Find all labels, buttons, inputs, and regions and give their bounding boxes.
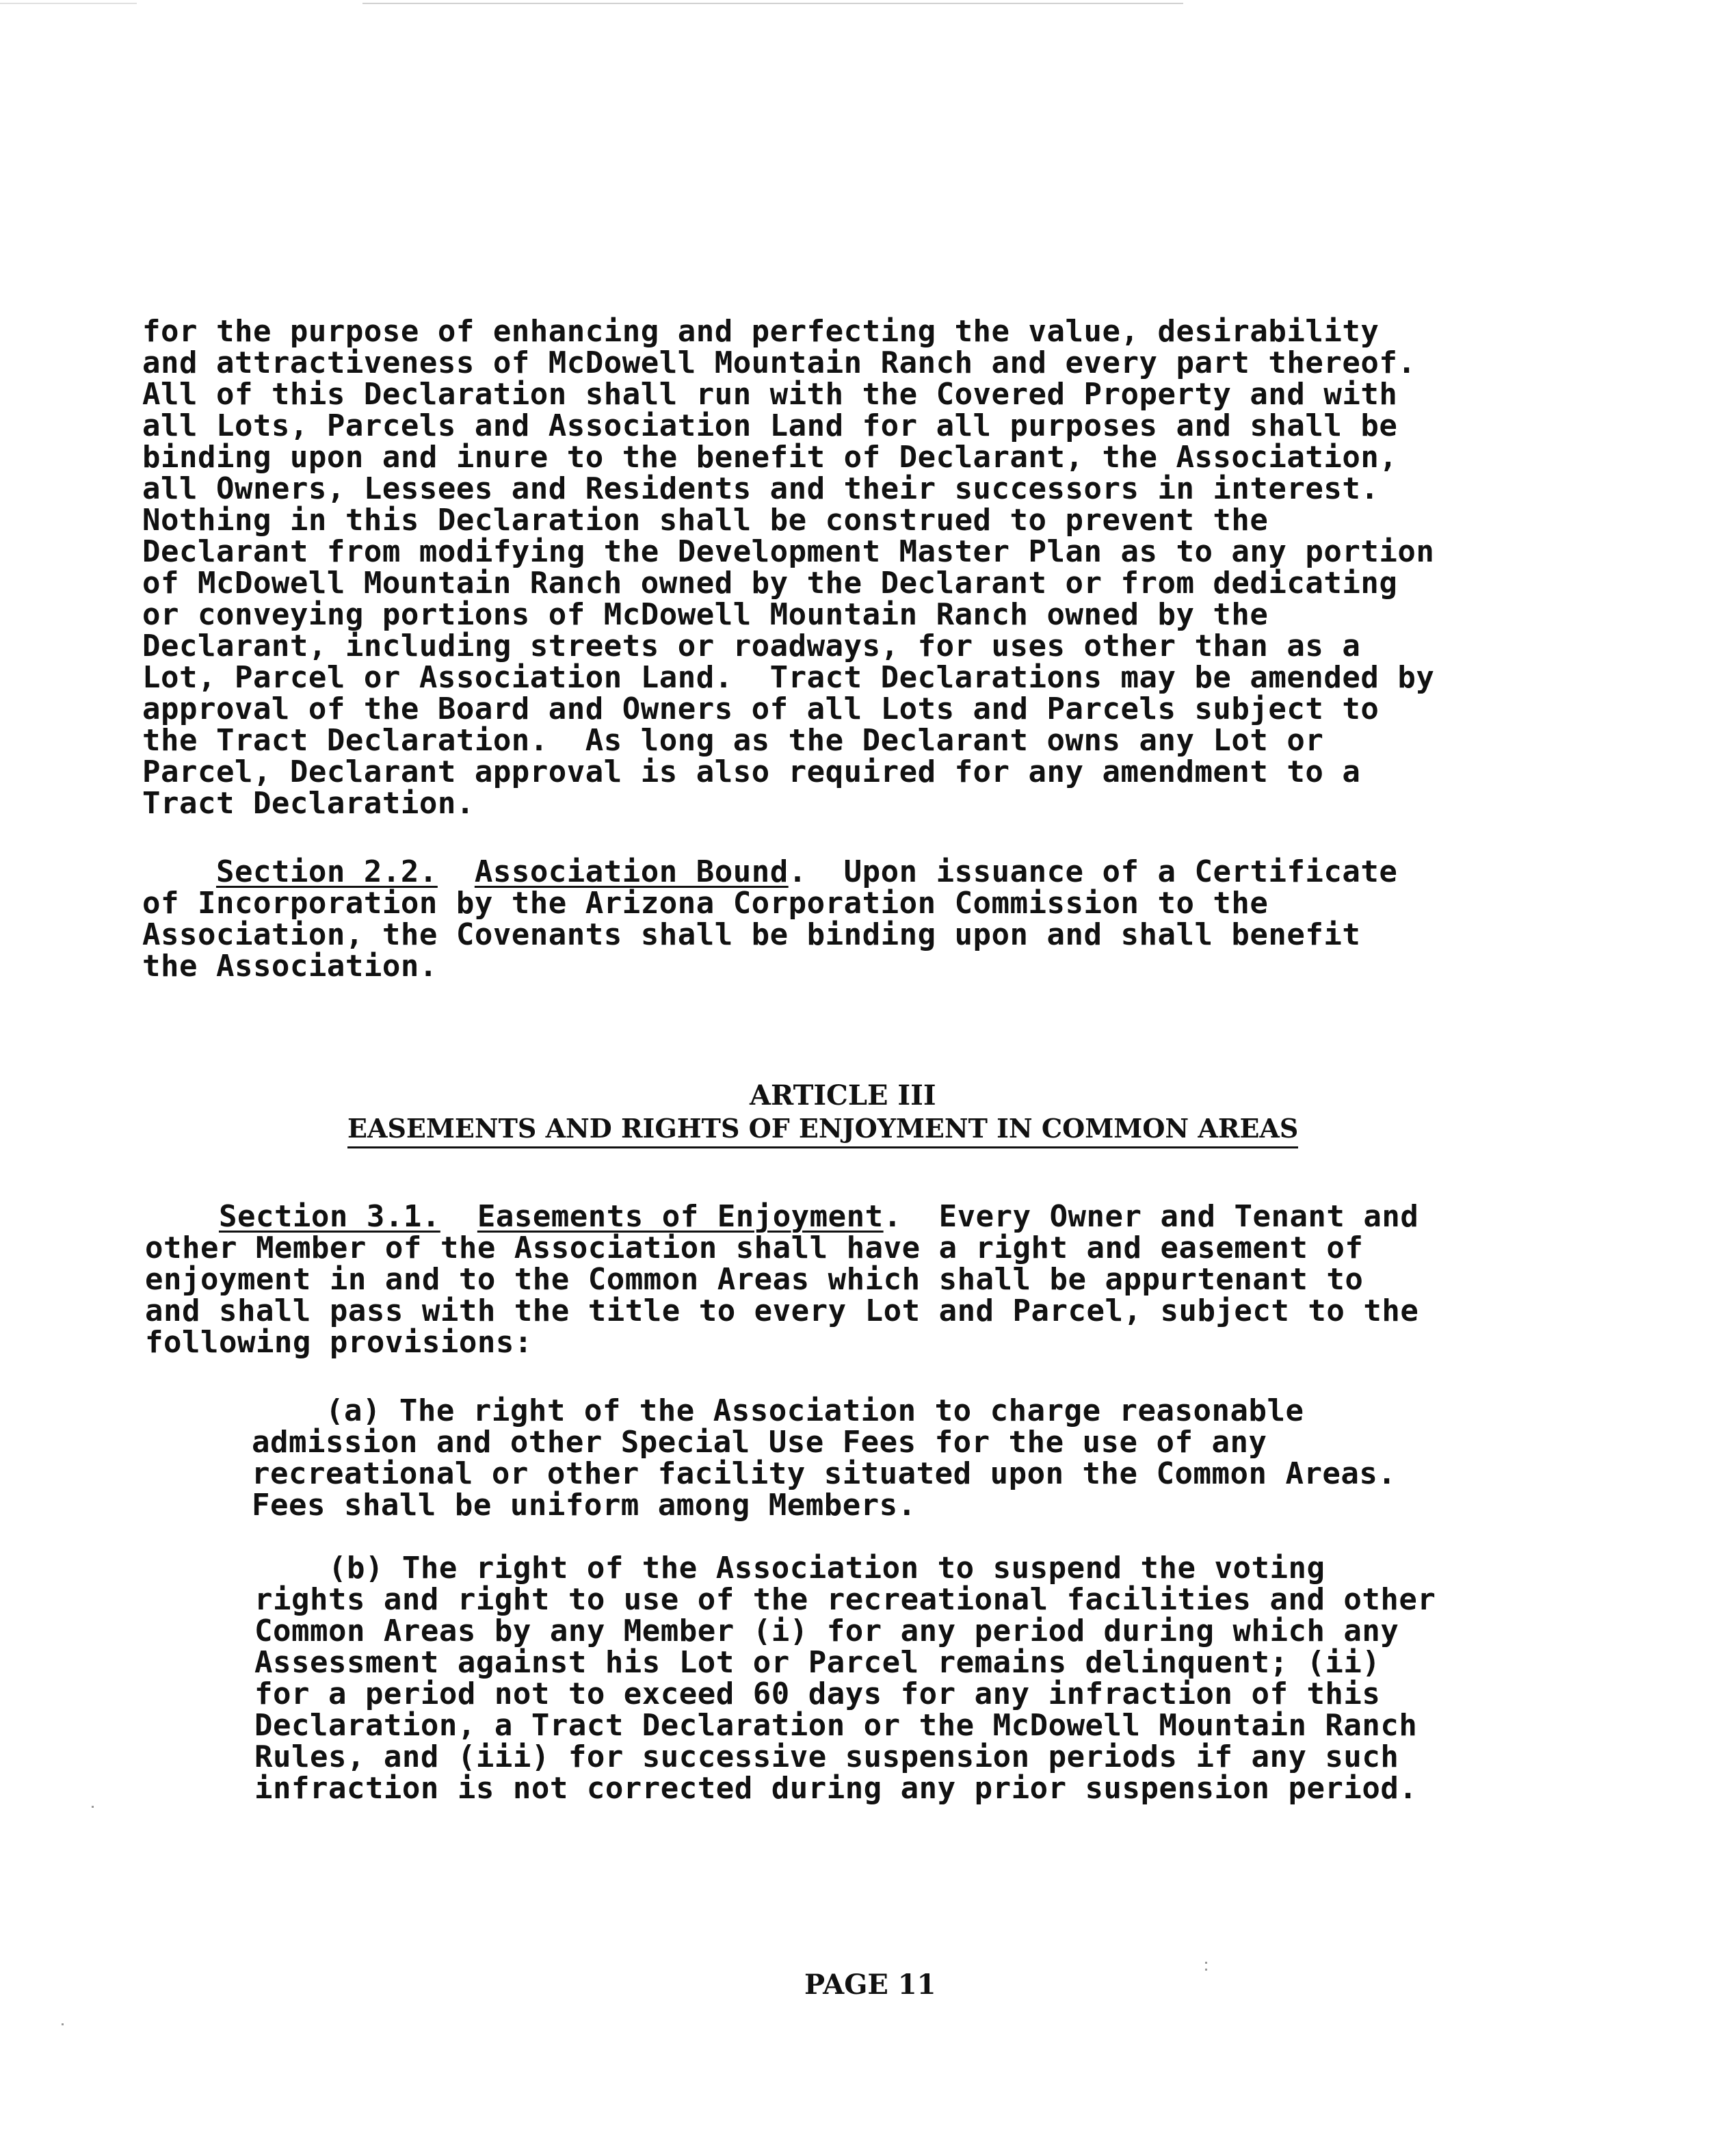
text-line: of McDowell Mountain Ranch owned by the Declarant or from dedicating <box>142 566 1398 601</box>
text-line: Declaration, a Tract Declaration or the McDowell Mountain Ranch <box>254 1708 1418 1743</box>
text-line: and shall pass with the title to every Lot and Parcel, subject to the <box>145 1293 1419 1328</box>
section-3-1-title: Easements of Enjoyment <box>477 1199 884 1234</box>
scan-speck <box>62 2023 64 2025</box>
text-line: of Incorporation by the Arizona Corporation Commission to the <box>142 886 1269 921</box>
text-line: All of this Declaration shall run with the Covered Property and with <box>142 377 1398 412</box>
text-line: rights and right to use of the recreational facilities and other <box>254 1582 1436 1617</box>
scan-speck <box>1205 1969 1207 1971</box>
section-2-2-title: Association Bound <box>474 854 789 889</box>
text-line: infraction is not corrected during any prior suspension period. <box>254 1771 1418 1806</box>
scan-edge-line <box>362 3 1183 4</box>
provision-b-first-line <box>254 1553 1325 1584</box>
text-line: Tract Declaration. <box>142 786 475 821</box>
section-3-1-first-line: Section 3.1. Easements of Enjoyment. Every Owner and Tenant and <box>218 1199 1419 1234</box>
text-line: and attractiveness of McDowell Mountain Ranch and every part thereof. <box>142 345 1416 380</box>
section-3-1-first-line-rest: Every Owner and Tenant and <box>938 1199 1419 1234</box>
text-line: Lot, Parcel or Association Land. Tract Declarations may be amended by <box>142 660 1435 695</box>
text-line: binding upon and inure to the benefit of Declarant, the Association, <box>142 440 1398 475</box>
text-line: approval of the Board and Owners of all Lots and Parcels subject to <box>142 692 1380 726</box>
scan-edge-line <box>0 3 137 4</box>
text-line: Common Areas by any Member (i) for any period during which any <box>254 1614 1399 1648</box>
text-line: enjoyment in and to the Common Areas which shall be appurtenant to <box>145 1262 1364 1297</box>
scan-speck <box>1205 1962 1207 1964</box>
text-line: Rules, and (iii) for successive suspension periods if any such <box>254 1739 1399 1774</box>
text-line: following provisions: <box>145 1325 533 1360</box>
provision-a-first-line <box>252 1395 1304 1427</box>
text-line: all Owners, Lessees and Residents and their successors in interest. <box>142 471 1380 506</box>
section-3-1-number: Section 3.1. <box>218 1199 440 1234</box>
provision-a-text: (a) The right of the Association to charge reasonable <box>325 1393 1304 1428</box>
text-line: Declarant from modifying the Development Master Plan as to any portion <box>142 534 1435 569</box>
text-line: Fees shall be uniform among Members. <box>252 1488 916 1523</box>
text-line: for a period not to exceed 60 days for any infraction of this <box>254 1677 1381 1711</box>
text-line: all Lots, Parcels and Association Land for all purposes and shall be <box>142 408 1398 443</box>
section-2-2-number: Section 2.2. <box>215 854 438 889</box>
text-line: Assessment against his Lot or Parcel remains delinquent; (ii) <box>254 1645 1381 1680</box>
article-title: EASEMENTS AND RIGHTS OF ENJOYMENT IN COMMON AREAS <box>347 1114 1298 1148</box>
page-number: PAGE 11 <box>804 1969 936 2001</box>
text-line: the Tract Declaration. As long as the Declarant owns any Lot or <box>142 723 1324 758</box>
provision-b-text: (b) The right of the Association to suspend the voting <box>328 1551 1325 1586</box>
text-line: admission and other Special Use Fees for the use of any <box>252 1425 1267 1460</box>
text-line: Declarant, including streets or roadways, for uses other than as a <box>142 629 1361 663</box>
text-line: other Member of the Association shall have a right and easement of <box>145 1231 1364 1265</box>
text-line: Nothing in this Declaration shall be construed to prevent the <box>142 503 1269 538</box>
text-line: the Association. <box>142 949 438 984</box>
scan-speck <box>92 1806 94 1808</box>
text-line: or conveying portions of McDowell Mountain Ranch owned by the <box>142 597 1269 632</box>
text-line: Association, the Covenants shall be binding upon and shall benefit <box>142 917 1361 952</box>
text-line: for the purpose of enhancing and perfecting the value, desirability <box>142 314 1380 349</box>
section-2-2-first-line: Section 2.2. Association Bound. Upon issuance of a Certificate <box>215 854 1398 889</box>
article-label: ARTICLE III <box>750 1079 936 1112</box>
section-2-2-first-line-rest: Upon issuance of a Certificate <box>843 854 1398 889</box>
text-line: recreational or other facility situated upon the Common Areas. <box>252 1456 1397 1491</box>
text-line: Parcel, Declarant approval is also required for any amendment to a <box>142 754 1361 789</box>
